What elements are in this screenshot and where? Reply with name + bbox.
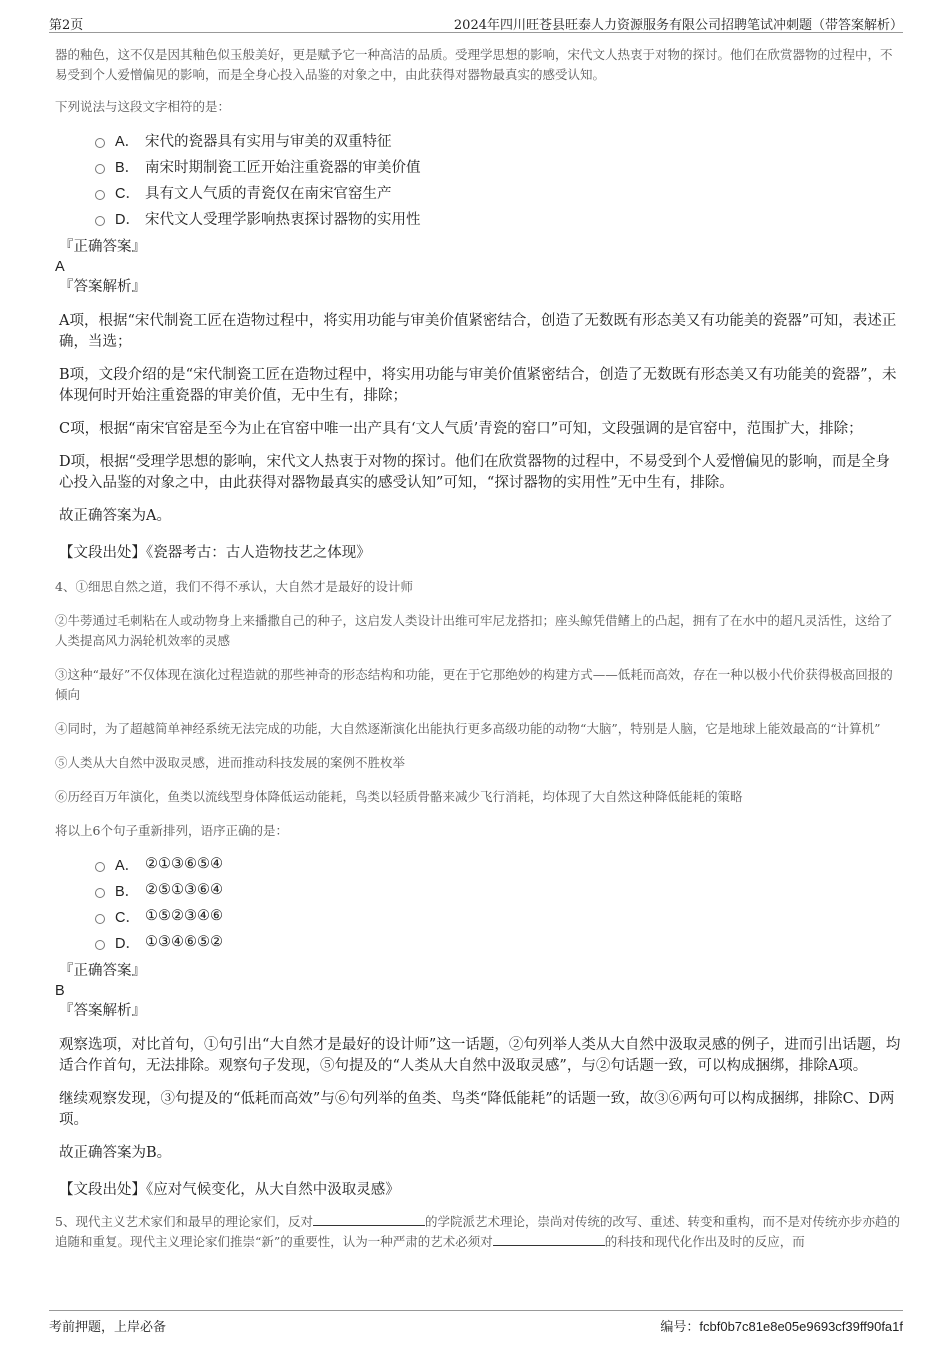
- q4-sentence-6: ⑥历经百万年演化，鱼类以流线型身体降低运动能耗，鸟类以轻质骨骼来减少飞行消耗，均体现了大自然这种降低能耗的策略: [55, 789, 743, 804]
- q5-text-1b: 的学院派艺术理论，崇尚对传统的改写、重述、转变和重构，而不是对传统亦: [424, 1214, 850, 1229]
- q5-text-2a: 步亦趋的追随和重复。现代主义理论家们推崇“新”的重要性，认为一种严肃的艺术必须对: [55, 1214, 900, 1249]
- radio-icon[interactable]: [95, 216, 105, 226]
- q4-conclusion: 故正确答案为B。: [59, 1145, 172, 1161]
- q4-analysis: [59, 1035, 903, 1164]
- q4-sentence-5: ⑤人类从大自然中汲取灵感，进而推动科技发展的案例不胜枚举: [55, 755, 406, 770]
- q3-option-c[interactable]: C． 具有文人气质的青瓷仅在南宋官窑生产: [95, 179, 903, 205]
- document-code: 编号：fcbf0b7c81e8e05e9693cf39ff90fa1f: [660, 1319, 903, 1334]
- page-header: [49, 12, 903, 33]
- radio-icon[interactable]: [95, 888, 105, 898]
- q4-sentence-2: ②牛蒡通过毛刺粘在人或动物身上来播撒自己的种子，这启发人类设计出维可牢尼龙搭扣；座头鲸凭借鳍上的凸起，拥有了在水中的超凡灵活性，这给了人类提高风力涡轮机效率的灵感: [55, 613, 893, 648]
- q3-analysis-b: B项，文段介绍的是“宋代制瓷工匠在造物过程中，将实用功能与审美价值紧密结合，创造了无数既有形态美又有功能美的瓷器”，未体现何时开始注重瓷器的审美价值，无中生有，排除；: [59, 367, 897, 404]
- q4-answer-value: B: [55, 983, 65, 999]
- document-title: 2024年四川旺苍县旺泰人力资源服务有限公司招聘笔试冲刺题（带答案解析）: [453, 18, 903, 33]
- q4-sentence-3: ③这种“最好”不仅体现在演化过程造就的那些神奇的形态结构和功能，更在于它那绝妙的构建方式——低耗而高效，存在一种以极小代价获得极高回报的倾向: [55, 667, 893, 702]
- q3-options: [95, 127, 903, 231]
- q4-prompt: 将以上6个句子重新排列，语序正确的是：: [55, 823, 288, 838]
- radio-icon[interactable]: [95, 138, 105, 148]
- radio-icon[interactable]: [95, 190, 105, 200]
- q3-analysis-a: A项，根据“宋代制瓷工匠在造物过程中，将实用功能与审美价值紧密结合，创造了无数既有形态美又有功能美的瓷器”可知，表述正确，当选；: [59, 313, 897, 350]
- q4-analysis-2: 继续观察发现，③句提及的“低耗而高效”与⑥句列举的鱼类、鸟类“降低能耗”的话题一致，故③⑥两句可以构成捆绑，排除C、D两项。: [59, 1091, 895, 1128]
- q3-passage-tail: 器的釉色，这不仅是因其釉色似玉般美好，更是赋予它一种高洁的品质。受理学思想的影响，宋代文人热衷于对物的探讨。他们在欣赏器物的过程中，不易受到个人爱憎偏见的影响，而是全身心投入品鉴的对象之中，由此获得对器物最真实的感受认知。: [55, 47, 893, 82]
- q3-conclusion: 故正确答案为A。: [59, 508, 171, 524]
- q3-source: 【文段出处】《瓷器考古：古人造物技艺之体现》: [59, 545, 371, 561]
- radio-icon[interactable]: [95, 164, 105, 174]
- q3-answer-value: A: [55, 259, 65, 275]
- q4-option-d[interactable]: D． ①③④⑥⑤②: [95, 929, 903, 955]
- page-footer: [49, 1310, 903, 1335]
- q4-source: 【文段出处】《应对气候变化，从大自然中汲取灵感》: [59, 1182, 400, 1198]
- q4-sentence-1: 4、①细思自然之道，我们不得不承认，大自然才是最好的设计师: [55, 579, 413, 594]
- q4-analysis-1: 观察选项，对比首句，①句引出“大自然才是最好的设计师”这一话题，②句列举人类从大自然中汲取灵感的例子，进而引出话题，均适合作首句，无法排除。观察句子发现，⑤句提及的“人类从大自然中汲取灵感”，与②句话题一致，可以构成捆绑，排除A项。: [59, 1037, 901, 1074]
- q3-option-b[interactable]: B． 南宋时期制瓷工匠开始注重瓷器的审美价值: [95, 153, 903, 179]
- footer-slogan: 考前押题，上岸必备: [49, 1320, 167, 1335]
- q4-option-c[interactable]: C． ①⑤②③④⑥: [95, 903, 903, 929]
- q5-text-1a: 5、现代主义艺术家们和最早的理论家们，反对: [55, 1214, 313, 1229]
- q3-option-a[interactable]: A． 宋代的瓷器具有实用与审美的双重特征: [95, 127, 903, 153]
- q3-option-d[interactable]: D． 宋代文人受理学影响热衷探讨器物的实用性: [95, 205, 903, 231]
- q3-analysis-c: C项，根据“南宋官窑是至今为止在官窑中唯一出产具有‘文人气质’青瓷的窑口”可知，文段强调的是官窑中，范围扩大，排除；: [59, 421, 863, 437]
- q4-answer-label: 『正确答案』: [59, 963, 146, 979]
- q5-blank-2: [493, 1233, 605, 1246]
- radio-icon[interactable]: [95, 940, 105, 950]
- q3-analysis: [59, 311, 903, 527]
- q3-answer-label: 『正确答案』: [59, 239, 146, 255]
- page-number: 第2页: [49, 18, 84, 33]
- page-content: [55, 45, 903, 1252]
- q5-text-2b: 的科技和现代化作出及时的反应，而: [604, 1234, 805, 1249]
- q4-sentence-4: ④同时，为了超越简单神经系统无法完成的功能，大自然逐渐演化出能执行更多高级功能的动物“大脑”，特别是人脑，它是地球上能效最高的“计算机”: [55, 721, 881, 736]
- q5-passage: [55, 1212, 903, 1252]
- radio-icon[interactable]: [95, 862, 105, 872]
- q3-analysis-d: D项，根据“受理学思想的影响，宋代文人热衷于对物的探讨。他们在欣赏器物的过程中，不易受到个人爱憎偏见的影响，而是全身心投入品鉴的对象之中，由此获得对器物最真实的感受认知”可知，“探讨器物的实用性”无中生有，排除。: [59, 454, 891, 491]
- q4-options: [95, 851, 903, 955]
- q3-analysis-label: 『答案解析』: [59, 279, 146, 295]
- radio-icon[interactable]: [95, 914, 105, 924]
- q4-analysis-label: 『答案解析』: [59, 1003, 146, 1019]
- q4-option-b[interactable]: B． ②⑤①③⑥④: [95, 877, 903, 903]
- q3-prompt: 下列说法与这段文字相符的是：: [55, 99, 231, 114]
- q4-option-a[interactable]: A． ②①③⑥⑤④: [95, 851, 903, 877]
- q5-blank-1: [313, 1213, 425, 1226]
